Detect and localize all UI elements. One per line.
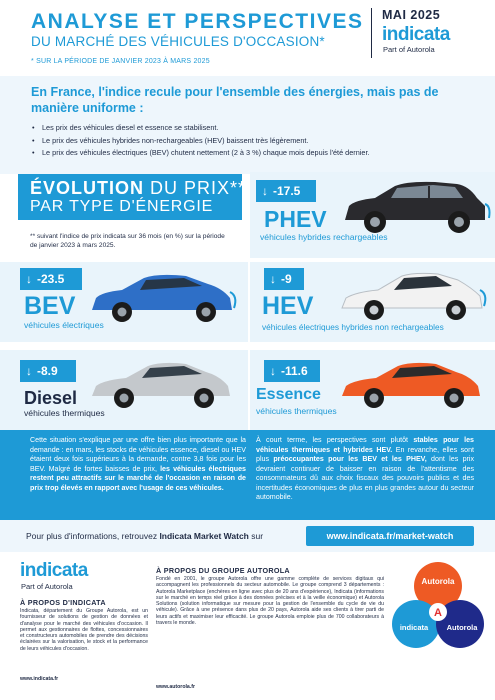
footer-indicata-logo: indicata — [20, 560, 88, 581]
analysis-left-bold: les véhicules électriques restent peu attractifs sur le marché de l'occasion en raison de prix trop élevés en rapport avec l'usage de ces véhicules. — [30, 464, 246, 492]
logo-label-autorola-2: Autorola — [446, 623, 478, 632]
cta-text-tail: sur — [248, 531, 264, 541]
intro-bullets — [32, 122, 482, 160]
logo-label-autorola-1: Autorola — [421, 577, 455, 586]
phev-title: PHEV — [264, 206, 327, 232]
diesel-card — [0, 350, 248, 430]
down-arrow-icon: ↓ — [270, 272, 276, 286]
hev-value-badge — [264, 268, 304, 290]
about-indicata-text: Indicata, département du Groupe Autorola, est un fournisseur de solutions de gestion de données et d'analyse pour le marché des véhicules d'occasion. Il permet aux gestionnaires de flottes, concessionnaires et constructeurs automobiles de prendre des décisions éclairées sur la valorisation, le stock et la performance de leurs véhicules d'occasion. — [20, 608, 148, 652]
analysis-right-text-1: À court terme, les perspectives sont plutôt — [256, 436, 414, 444]
diesel-title: Diesel — [24, 388, 78, 408]
footer-indicata-tagline: Part of Autorola — [21, 582, 73, 591]
analysis-right-text-3: dont les prix devraient continuer de baisser en raison de l'attentisme des consommateurs dû aux choix fiscaux des pouvoirs publics et des incertitudes économiques de plus en plus grandes autour du secteur automobile. — [256, 455, 474, 501]
about-group-title: À PROPOS DU GROUPE AUTOROLA — [156, 566, 290, 575]
phev-value-badge — [256, 180, 316, 202]
analysis-section — [0, 430, 495, 520]
bev-value-badge — [20, 268, 82, 290]
essence-title: Essence — [256, 386, 321, 403]
about-group-text: Fondé en 2001, le groupe Autorola offre une gamme complète de services digitaux qui accompagnent les professionnels du secteur automobile. Le groupe comprend 3 départements : Autorola Marketplace (enchères en ligne avec plus de 20 ans d'expérience), Indicata (informations sur le marché en temps réel grâce à des données précises et à la veille économique) et Autorola Solutions (solution informatique sur mesure pour la gestion de l'ensemble du cycle de vie du véhicule). Grâce à une présence dans plus de 20 pays, Autorola aide ses clients à tirer parti de leurs actifs et maximiser leur efficacité. Le groupe Autorola emploie plus de 700 collaborateurs à travers le monde. — [156, 576, 384, 627]
intro-section — [0, 76, 495, 174]
evolution-title-light: DU PRIX** — [150, 178, 247, 198]
evolution-title — [30, 178, 246, 199]
essence-value: -11.6 — [281, 364, 308, 378]
bev-title: BEV — [24, 292, 76, 320]
header-divider — [371, 8, 372, 58]
bev-car-image — [84, 268, 240, 326]
down-arrow-icon: ↓ — [26, 272, 32, 286]
list-item: • Le prix des véhicules hybrides non-rechargeables (HEV) baissent très légèrement. — [32, 135, 482, 148]
hev-card — [250, 262, 495, 342]
hev-subtitle: véhicules électriques hybrides non rechargeables — [262, 322, 444, 332]
intro-title: En France, l'indice recule pour l'ensemble des énergies, mais pas de manière uniforme : — [31, 85, 439, 115]
analysis-right — [256, 436, 474, 503]
diesel-value-badge — [20, 360, 76, 382]
page-subtitle: DU MARCHÉ DES VÉHICULES D'OCCASION* — [31, 34, 325, 49]
hev-title: HEV — [262, 292, 314, 320]
down-arrow-icon: ↓ — [262, 184, 268, 198]
essence-card — [250, 350, 495, 430]
logo-label-indicata: indicata — [399, 623, 429, 632]
bev-value: -23.5 — [37, 272, 65, 286]
essence-value-badge — [264, 360, 320, 382]
down-arrow-icon: ↓ — [270, 364, 276, 378]
evolution-title-line2: PAR TYPE D'ÉNERGIE — [30, 198, 214, 215]
footer — [0, 552, 495, 700]
diesel-value: -8.9 — [37, 364, 58, 378]
analysis-left — [30, 436, 246, 493]
list-item: • Les prix des véhicules diesel et essence se stabilisent. — [32, 122, 482, 135]
issue-date: MAI 2025 — [382, 8, 441, 22]
hev-car-image — [334, 266, 490, 324]
cta-bar — [0, 520, 495, 552]
about-indicata-title: À PROPOS D'INDICATA — [20, 598, 106, 607]
phev-value: -17.5 — [273, 184, 301, 198]
analysis-left-text: Cette situation s'explique par une offre bien plus importante que la demande : en mars, les stocks de véhicules essence, diesel ou HEV étaient deux fois supérieurs à la demande, contre 3,8 fois pour les BEV. Malgré de fortes baisses de prix, — [30, 436, 246, 473]
list-item: • Le prix des véhicules électriques (BEV) chutent nettement (2 à 3 %) chaque mois depuis l'été dernier. — [32, 147, 482, 160]
evolution-note: ** suivant l'indice de prix indicata sur 36 mois (en %) sur la période de janvier 2023 à mars 2025. — [30, 233, 225, 249]
cta-text-brand: Indicata Market Watch — [159, 531, 249, 541]
diesel-subtitle: véhicules thermiques — [24, 408, 105, 418]
indicata-website-link[interactable]: www.indicata.fr — [20, 676, 59, 682]
phev-car-image — [335, 176, 493, 238]
indicata-logo-tagline: Part of Autorola — [383, 45, 435, 54]
phev-subtitle: véhicules hybrides rechargeables — [260, 232, 388, 242]
evolution-panel — [0, 174, 247, 264]
evolution-title-bold: ÉVOLUTION — [30, 178, 145, 198]
page-title: ANALYSE ET PERSPECTIVES — [31, 10, 364, 33]
brand-logos — [390, 558, 486, 654]
autorola-website-link[interactable]: www.autorola.fr — [156, 684, 196, 690]
bev-card — [0, 262, 248, 342]
analysis-right-bold-1: stables pour les véhicules thermiques et hybrides HEV. — [256, 436, 474, 454]
market-watch-link[interactable]: www.indicata.fr/market-watch — [306, 526, 474, 546]
autorola-a-mark: A — [434, 607, 442, 619]
analysis-right-text-2: En revanche, elles sont plus — [256, 445, 474, 463]
phev-card — [250, 172, 495, 258]
hev-value: -9 — [281, 272, 292, 286]
analysis-right-bold-2: préoccupantes pour les BEV et les PHEV, — [273, 455, 427, 463]
period-note: * SUR LA PÉRIODE DE JANVIER 2023 À MARS 2025 — [31, 58, 210, 65]
down-arrow-icon: ↓ — [26, 364, 32, 378]
essence-subtitle: véhicules thermiques — [256, 406, 337, 416]
cta-text-lead: Pour plus d'informations, retrouvez — [26, 531, 160, 541]
bev-subtitle: véhicules électriques — [24, 320, 104, 330]
diesel-car-image — [84, 356, 236, 412]
essence-car-image — [334, 356, 486, 412]
cta-text — [26, 531, 263, 541]
indicata-logo: indicata — [382, 24, 450, 45]
